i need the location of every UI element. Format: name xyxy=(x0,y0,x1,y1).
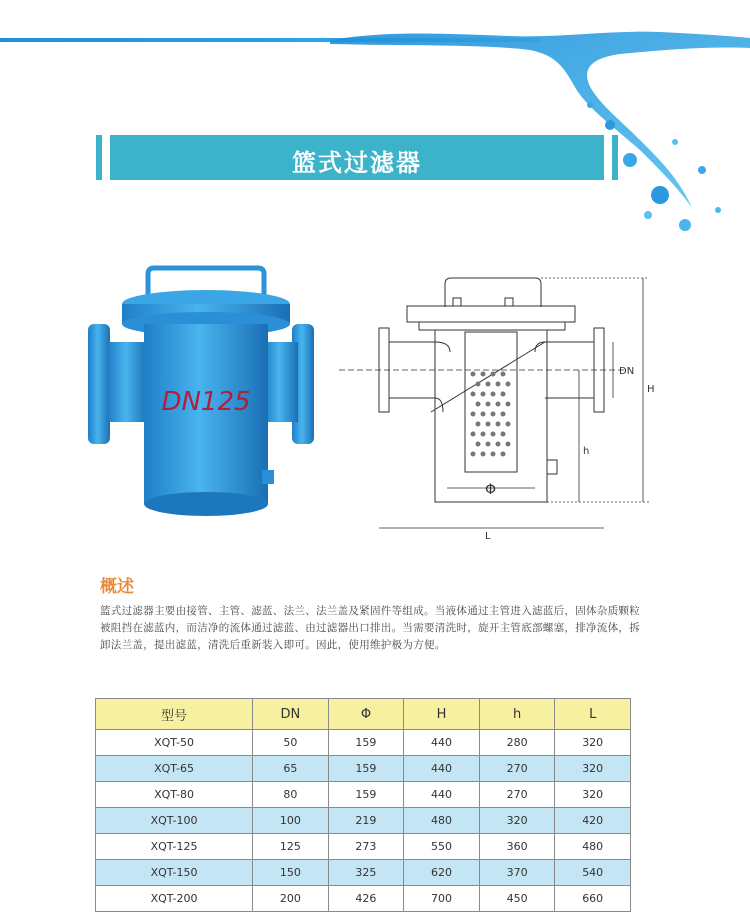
label-length: L xyxy=(485,531,491,542)
basket-perforations xyxy=(471,372,511,457)
photo-marking: DN125 xyxy=(161,387,251,417)
table-cell: XQT-50 xyxy=(96,730,253,756)
table-cell: 273 xyxy=(328,834,404,860)
table-cell: 440 xyxy=(404,782,480,808)
header-length: L xyxy=(555,699,631,730)
header-dn: DN xyxy=(253,699,329,730)
table-cell: 159 xyxy=(328,730,404,756)
table-cell: 540 xyxy=(555,860,631,886)
table-cell: 159 xyxy=(328,782,404,808)
banner-stripe-gap xyxy=(104,135,106,180)
table-cell: 620 xyxy=(404,860,480,886)
table-row xyxy=(96,860,631,886)
table-cell: 440 xyxy=(404,756,480,782)
technical-drawing xyxy=(335,262,665,547)
table-cell: 200 xyxy=(253,886,329,912)
table-cell: 320 xyxy=(555,756,631,782)
label-h-inlet: h xyxy=(583,446,590,457)
table-cell: 420 xyxy=(555,808,631,834)
header-h-overall: H xyxy=(404,699,480,730)
table-cell: 660 xyxy=(555,886,631,912)
overview-text: 篮式过滤器主要由接管、主管、滤蓝、法兰、法兰盖及紧固件等组成。当液体通过主管进入滤蓝后，固体杂质颗粒被阻挡在滤蓝内，而洁净的流体通过滤蓝、由过滤器出口排出。当需要清洗时，旋开主管底部螺塞，排净流体，拆卸法兰盖，提出滤蓝，清洗后重新装入即可。因此，使用维护极为方便。 xyxy=(100,605,640,651)
label-h-overall: H xyxy=(647,384,655,395)
table-cell: 440 xyxy=(404,730,480,756)
table-cell: 320 xyxy=(555,782,631,808)
label-phi: Φ xyxy=(485,482,497,498)
water-splash-graphic xyxy=(330,0,750,250)
table-cell: 80 xyxy=(253,782,329,808)
table-cell: XQT-150 xyxy=(96,860,253,886)
banner-stripe-gap xyxy=(608,135,610,180)
product-photo xyxy=(88,262,328,532)
table-row xyxy=(96,730,631,756)
banner-stripe xyxy=(96,135,102,180)
table-cell: 325 xyxy=(328,860,404,886)
table-cell: 270 xyxy=(479,756,555,782)
table-row xyxy=(96,782,631,808)
title-banner xyxy=(110,135,604,180)
header-h-inlet: h xyxy=(479,699,555,730)
table-cell: 480 xyxy=(555,834,631,860)
table-row xyxy=(96,808,631,834)
table-cell: 700 xyxy=(404,886,480,912)
spec-table xyxy=(95,698,631,912)
table-cell: 370 xyxy=(479,860,555,886)
table-cell: 219 xyxy=(328,808,404,834)
table-row xyxy=(96,756,631,782)
header-model: 型号 xyxy=(96,699,253,730)
table-cell: 320 xyxy=(479,808,555,834)
table-cell: 50 xyxy=(253,730,329,756)
table-cell: 320 xyxy=(555,730,631,756)
table-cell: 270 xyxy=(479,782,555,808)
header-phi: Φ xyxy=(328,699,404,730)
table-cell: XQT-200 xyxy=(96,886,253,912)
table-cell: 480 xyxy=(404,808,480,834)
table-cell: 550 xyxy=(404,834,480,860)
table-cell: 125 xyxy=(253,834,329,860)
table-row xyxy=(96,886,631,912)
table-cell: XQT-125 xyxy=(96,834,253,860)
banner-stripe xyxy=(612,135,618,180)
overview-heading: 概述 xyxy=(100,577,134,597)
table-cell: XQT-80 xyxy=(96,782,253,808)
table-header-row xyxy=(96,699,631,730)
table-cell: 450 xyxy=(479,886,555,912)
page-title: 篮式过滤器 xyxy=(292,149,422,177)
table-cell: 426 xyxy=(328,886,404,912)
table-cell: 280 xyxy=(479,730,555,756)
table-cell: 360 xyxy=(479,834,555,860)
table-row xyxy=(96,834,631,860)
table-cell: 159 xyxy=(328,756,404,782)
table-cell: 100 xyxy=(253,808,329,834)
table-cell: XQT-100 xyxy=(96,808,253,834)
table-cell: XQT-65 xyxy=(96,756,253,782)
table-cell: 150 xyxy=(253,860,329,886)
table-cell: 65 xyxy=(253,756,329,782)
label-dn: DN xyxy=(619,366,635,377)
